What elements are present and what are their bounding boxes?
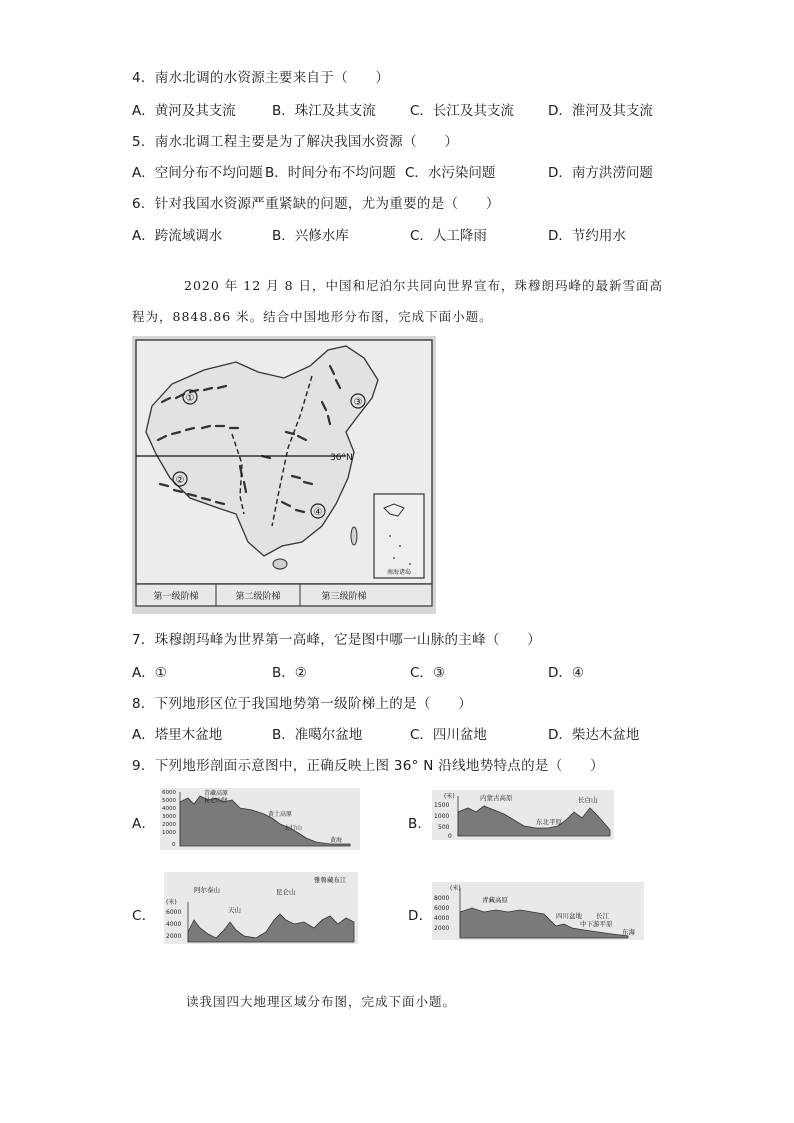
profile-d-label-3: 长江 <box>596 912 609 920</box>
profile-d-label-5: 东海 <box>622 928 635 936</box>
map-label-4: ④ <box>313 507 323 518</box>
q9-stem: 9．下列地形剖面示意图中，正确反映上图 36° N 沿线地势特点的是（ ） <box>132 758 604 774</box>
profile-c-unit: (米) <box>166 899 177 906</box>
q4-option-b: B．珠江及其支流 <box>272 103 376 119</box>
profile-b-tick-2: 500 <box>438 824 450 831</box>
profile-d-label-1: 青藏高原 <box>482 896 508 904</box>
profile-d-unit: (米) <box>450 885 461 892</box>
profile-d-tick-2: 4000 <box>434 915 450 922</box>
profile-b-tick-3: 0 <box>448 833 452 840</box>
profile-d-label-2: 四川盆地 <box>556 912 582 920</box>
map-label-1: ① <box>185 393 195 404</box>
profile-a-tick-6: 0 <box>172 842 176 848</box>
profile-b-drawing <box>432 790 614 840</box>
profile-b-tick-0: 1500 <box>434 802 450 809</box>
profile-a-tick-5: 1000 <box>162 830 176 836</box>
q8-stem: 8．下列地形区位于我国地势第一级阶梯上的是（ ） <box>132 696 473 712</box>
q7-option-d: D．④ <box>548 665 584 681</box>
q6-option-c: C．人工降雨 <box>410 228 487 244</box>
profile-a-label-3: 黄土高原 <box>268 811 293 818</box>
q7-stem: 7．珠穆朗玛峰为世界第一高峰，它是图中哪一山脉的主峰（ ） <box>132 632 542 648</box>
china-terrain-map <box>132 336 436 614</box>
q9-option-c: C． <box>132 908 156 924</box>
profile-a-label-5: 黄海 <box>330 837 343 844</box>
profile-d-tick-0: 8000 <box>434 895 450 902</box>
profile-a-tick-3: 3000 <box>162 814 176 820</box>
map-label-3: ③ <box>353 397 363 408</box>
profile-b <box>432 790 614 840</box>
profile-b-label-2: 东北平原 <box>536 818 562 826</box>
profile-c-label-2: 天山 <box>228 906 241 914</box>
profile-a-tick-2: 4000 <box>162 806 176 812</box>
profile-c-drawing <box>164 872 358 944</box>
profile-d-drawing <box>432 882 644 940</box>
q5-option-b: B．时间分布不均问题 <box>265 165 396 181</box>
q8-option-b: B．准噶尔盆地 <box>272 727 363 743</box>
profile-d-label-4: 中下游平原 <box>580 920 613 928</box>
map-step-3: 第三级阶梯 <box>321 592 367 602</box>
profile-d-tick-1: 6000 <box>434 905 450 912</box>
china-terrain-map-drawing <box>132 336 436 614</box>
profile-a-label-1: 青藏高原 <box>204 790 229 797</box>
profile-a <box>160 788 360 850</box>
passage-2-line-1: 读我国四大地理区域分布图，完成下面小题。 <box>186 994 457 1009</box>
q5-option-c: C．水污染问题 <box>405 165 496 181</box>
profile-d-tick-3: 2000 <box>434 925 450 932</box>
profile-a-tick-4: 2000 <box>162 822 176 828</box>
q9-option-b: B． <box>408 816 432 832</box>
map-step-1: 第一级阶梯 <box>153 592 199 602</box>
profile-c-tick-2: 2000 <box>166 933 182 940</box>
q7-option-c: C．③ <box>410 665 446 681</box>
q7-option-b: B．② <box>272 665 307 681</box>
profile-c <box>164 872 358 944</box>
q9-option-a: A． <box>132 816 156 832</box>
q8-option-a: A．塔里木盆地 <box>132 727 223 743</box>
profile-b-label-1: 内蒙古高原 <box>480 794 513 802</box>
q6-option-b: B．兴修水库 <box>272 228 349 244</box>
passage-1-line-1: 2020 年 12 月 8 日，中国和尼泊尔共同向世界宣布，珠穆朗玛峰的最新雪面高 <box>184 278 664 293</box>
q4-stem: 4．南水北调的水资源主要来自于（ ） <box>132 70 390 86</box>
q4-option-a: A．黄河及其支流 <box>132 103 236 119</box>
profile-b-tick-1: 1000 <box>434 813 450 820</box>
q5-option-a: A．空间分布不均问题 <box>132 165 263 181</box>
map-step-2: 第二级阶梯 <box>235 592 281 602</box>
q8-option-c: C．四川盆地 <box>410 727 487 743</box>
profile-b-label-3: 长白山 <box>578 796 598 804</box>
q4-option-c: C．长江及其支流 <box>410 103 514 119</box>
profile-d <box>432 882 644 940</box>
q6-option-a: A．跨流域调水 <box>132 228 223 244</box>
map-inset-label: 南海诸岛 <box>386 569 412 576</box>
map-label-2: ② <box>175 475 185 486</box>
profile-a-tick-1: 5000 <box>162 798 176 804</box>
profile-a-drawing <box>160 788 360 850</box>
q6-option-d: D．节约用水 <box>548 228 626 244</box>
profile-c-label-4: 雅鲁藏布江 <box>314 876 347 884</box>
q6-stem: 6．针对我国水资源严重紧缺的问题，尤为重要的是（ ） <box>132 196 500 212</box>
profile-a-tick-0: 6000 <box>162 790 176 796</box>
q9-option-d: D． <box>408 908 433 924</box>
profile-b-unit: (米) <box>444 793 455 800</box>
profile-a-label-2: 昆仑山脉 <box>204 797 229 804</box>
passage-1-line-2: 程为，8848.86 米。结合中国地形分布图，完成下面小题。 <box>132 309 493 324</box>
q4-option-d: D．淮河及其支流 <box>548 103 653 119</box>
profile-c-label-1: 阿尔泰山 <box>194 886 220 894</box>
profile-c-label-3: 昆仑山 <box>276 888 296 896</box>
q5-stem: 5．南水北调工程主要是为了解决我国水资源（ ） <box>132 134 459 150</box>
profile-c-tick-0: 6000 <box>166 909 182 916</box>
profile-a-label-4: 太行山 <box>284 825 303 832</box>
q7-option-a: A．① <box>132 665 167 681</box>
profile-c-tick-1: 4000 <box>166 921 182 928</box>
q8-option-d: D．柴达木盆地 <box>548 727 640 743</box>
q5-option-d: D．南方洪涝问题 <box>548 165 653 181</box>
map-latitude-label: 36°N <box>330 453 353 463</box>
